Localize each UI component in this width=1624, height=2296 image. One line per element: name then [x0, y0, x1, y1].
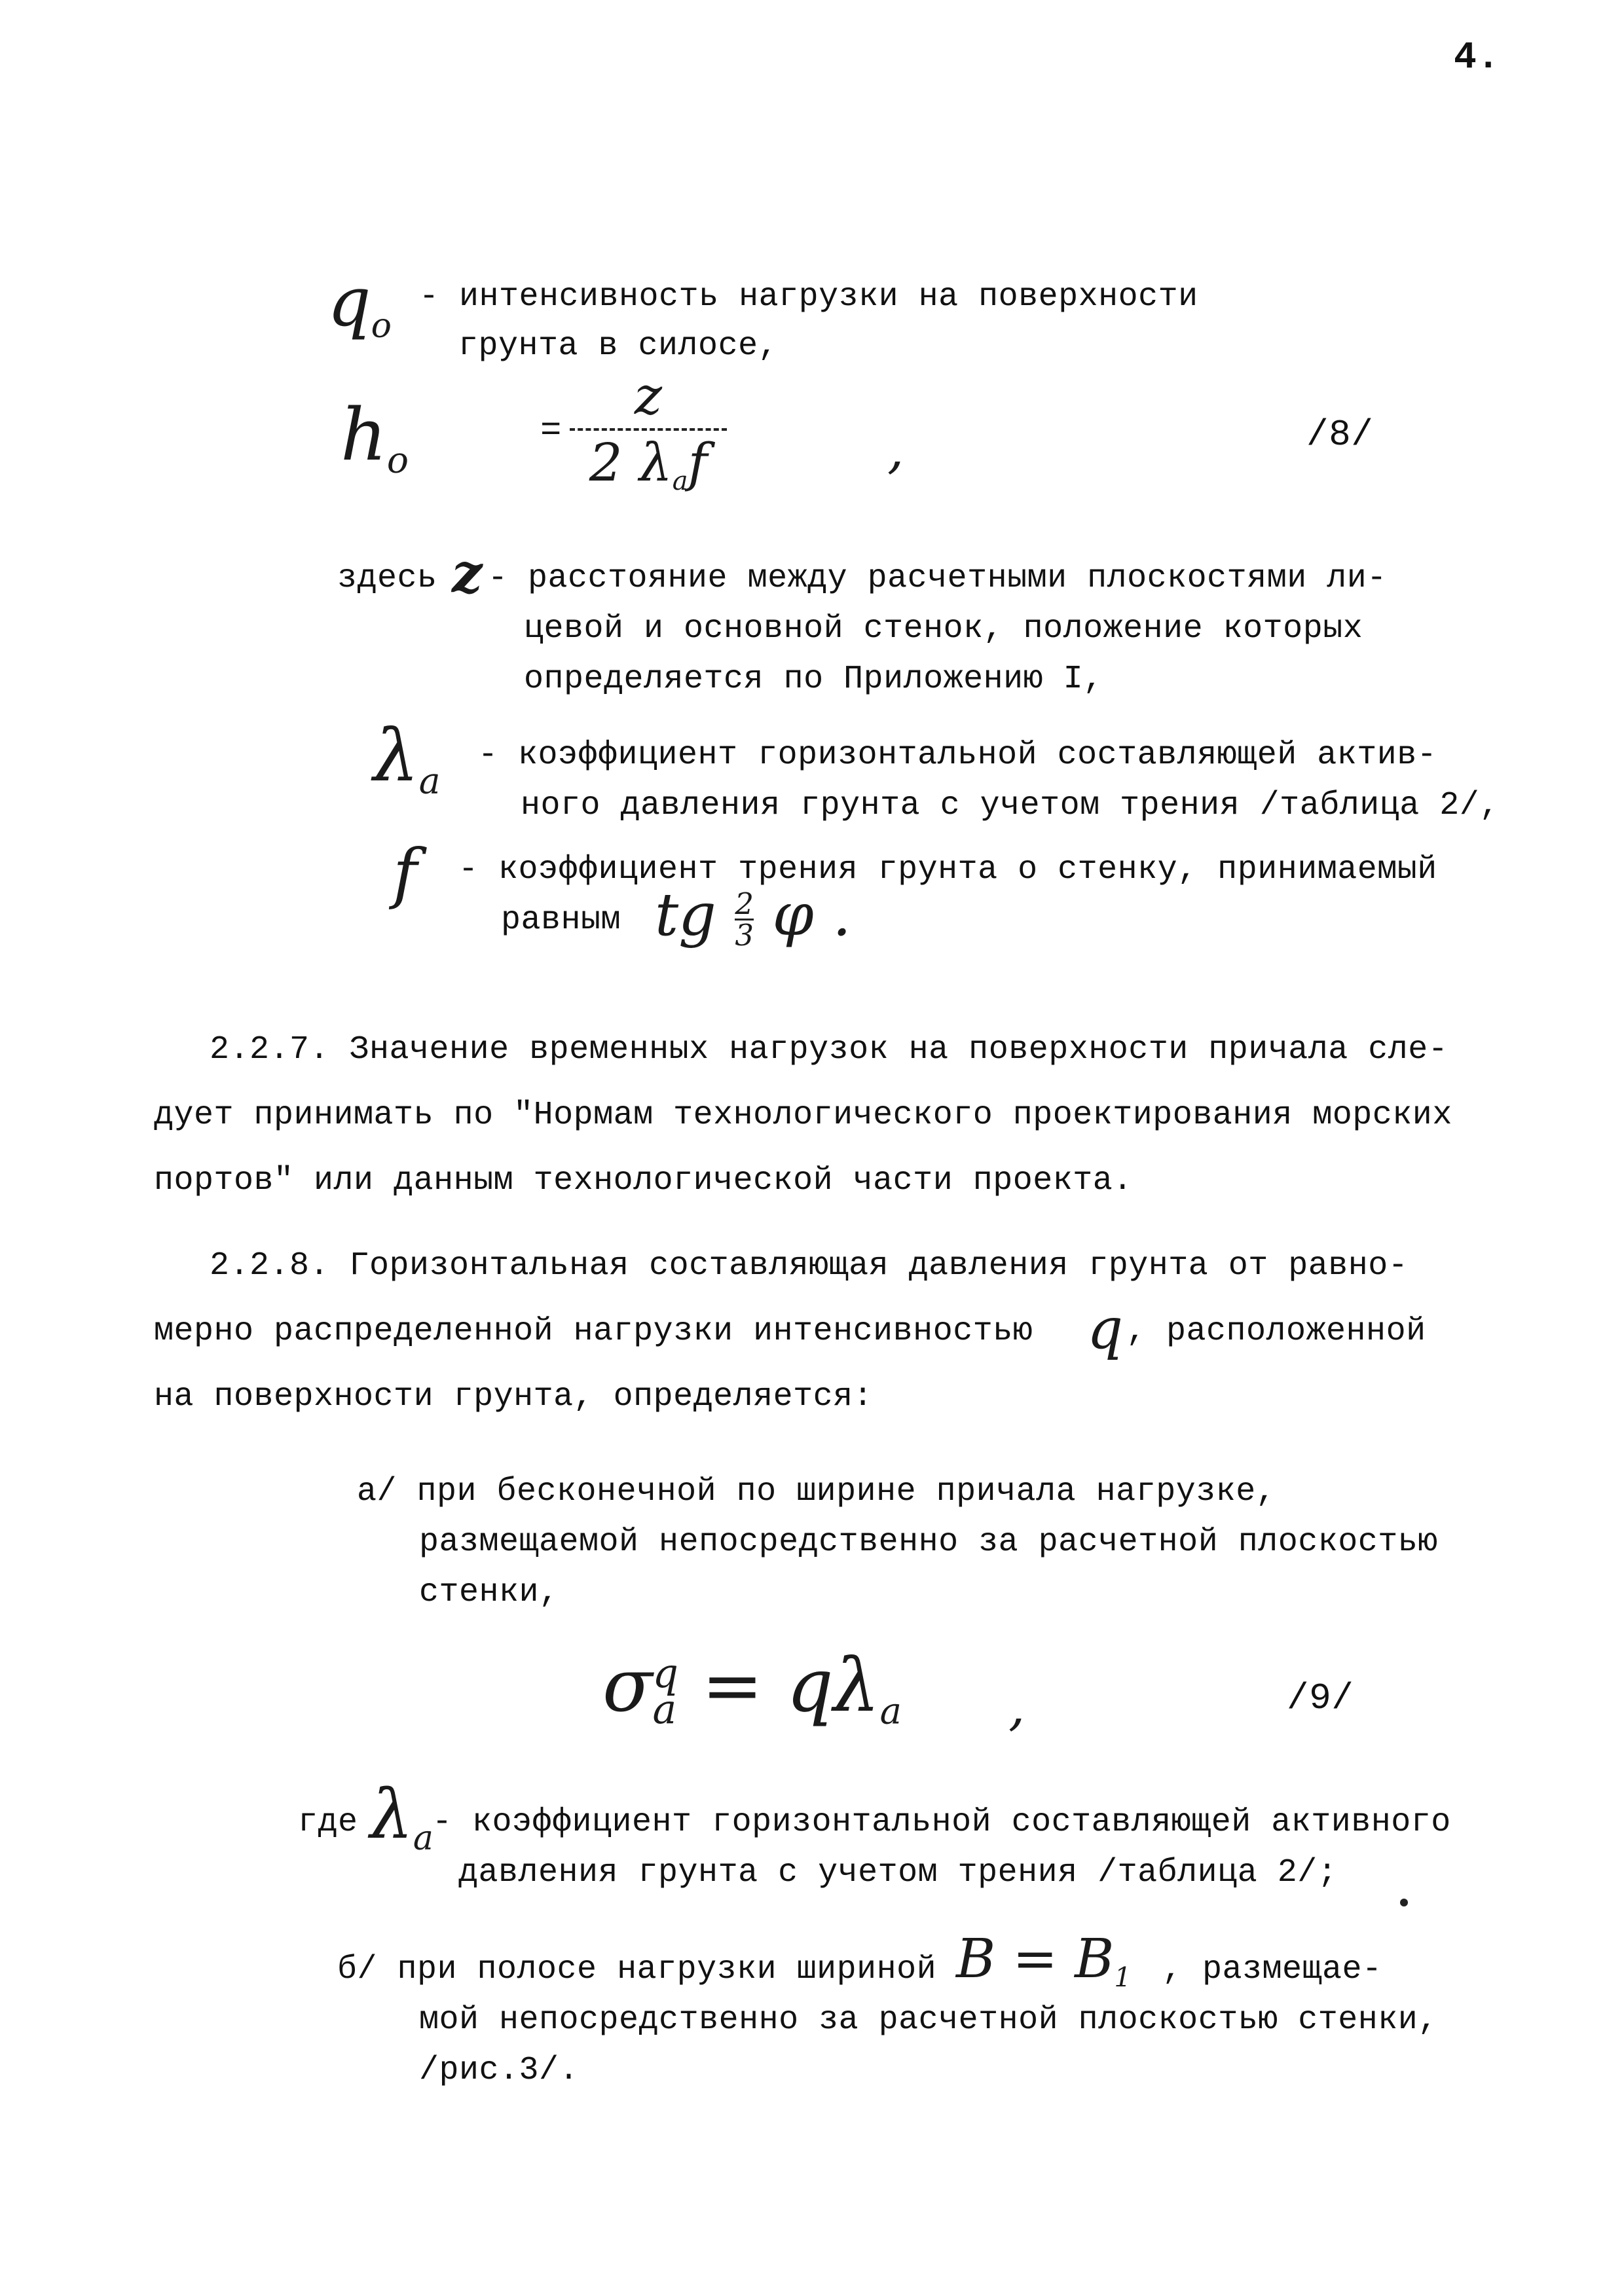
formula-8-numerator: z	[634, 365, 663, 426]
lambda-def-line-1: - коэффициент горизонтальной составляющей актив-	[478, 737, 1437, 774]
formula-8-equals: =	[540, 411, 562, 451]
formula-8-denominator: 2 $\lambda_af$	[589, 432, 708, 496]
q0-symbol: $q_o$	[327, 262, 392, 346]
q0-def-line-2: грунта в силосе,	[458, 327, 779, 365]
para-228-line-1: 2.2.8. Горизонтальная составляющая давления грунта от равно-	[210, 1247, 1409, 1285]
f-def-line-2: равным	[501, 902, 621, 939]
para-228-line-2a: мерно распределенной нагрузки интенсивностью	[154, 1313, 1033, 1350]
z-symbol: z	[452, 542, 483, 605]
formula-8-number: /8/	[1306, 414, 1374, 456]
para-228-line-3: на поверхности грунта, определяется:	[154, 1378, 874, 1415]
item-b-line-1a: б/ при полосе нагрузки шириной	[337, 1951, 937, 1988]
z-prefix: здесь	[337, 560, 437, 597]
lambda-symbol: $\lambda_a$	[373, 714, 441, 802]
where-lambda-symbol: $\lambda_a$	[370, 1774, 434, 1859]
formula-9-comma: ,	[1008, 1676, 1025, 1737]
lambda-def-line-2: ного давления грунта с учетом трения /таблица 2/,	[521, 787, 1500, 824]
f-formula: tg $\frac{2}{3}$ φ .	[655, 881, 851, 953]
fraction-bar	[570, 428, 727, 431]
formula-8-fraction	[570, 367, 727, 511]
z-def-line-2: цевой и основной стенок, положение которых	[524, 610, 1363, 647]
item-a-line-1: а/ при бесконечной по ширине причала нагрузке,	[357, 1473, 1276, 1510]
item-b-formula: $B = B_1$	[956, 1928, 1132, 1994]
item-b-line-3: /рис.3/.	[419, 2052, 580, 2089]
para-227-line-1: 2.2.7. Значение временных нагрузок на поверхности причала сле-	[210, 1031, 1449, 1068]
item-b-line-2: мой непосредственно за расчетной плоскостью стенки,	[419, 2001, 1438, 2039]
item-a-line-2: размещаемой непосредственно за расчетной плоскостью	[419, 1523, 1438, 1561]
para-228-q-symbol: q	[1087, 1296, 1124, 1362]
item-b-line-1b: , размещае-	[1162, 1951, 1382, 1988]
scan-speck	[1400, 1899, 1408, 1906]
item-a-line-3: стенки,	[419, 1574, 559, 1611]
formula-9: σ q a = $q\lambda_a$	[602, 1643, 902, 1733]
z-def-line-1: - расстояние между расчетными плоскостями ли-	[488, 560, 1387, 597]
formula-8-comma: ,	[887, 419, 904, 480]
para-227-line-3: портов" или данным технологической части проекта.	[154, 1162, 1133, 1199]
q0-def-line-1: - интенсивность нагрузки на поверхности	[419, 278, 1198, 316]
where-lambda-line-1: - коэффициент горизонтальной составляющей активного	[432, 1804, 1451, 1841]
page-number: 4.	[1454, 37, 1500, 79]
z-def-line-3: определяется по Приложению I,	[524, 661, 1103, 698]
where-prefix: где	[298, 1804, 358, 1841]
f-def-line-1: - коэффициент трения грунта о стенку, принимаемый	[458, 851, 1437, 888]
para-227-line-2: дует принимать по "Нормам технологического проектирования морских	[154, 1097, 1452, 1134]
formula-8-lhs: $h_o$	[341, 393, 409, 481]
para-228-line-2b: , расположенной	[1126, 1313, 1426, 1350]
where-lambda-line-2: давления грунта с учетом трения /таблица 2/;	[458, 1854, 1338, 1891]
formula-9-number: /9/	[1287, 1677, 1354, 1719]
f-symbol: f	[393, 835, 418, 911]
